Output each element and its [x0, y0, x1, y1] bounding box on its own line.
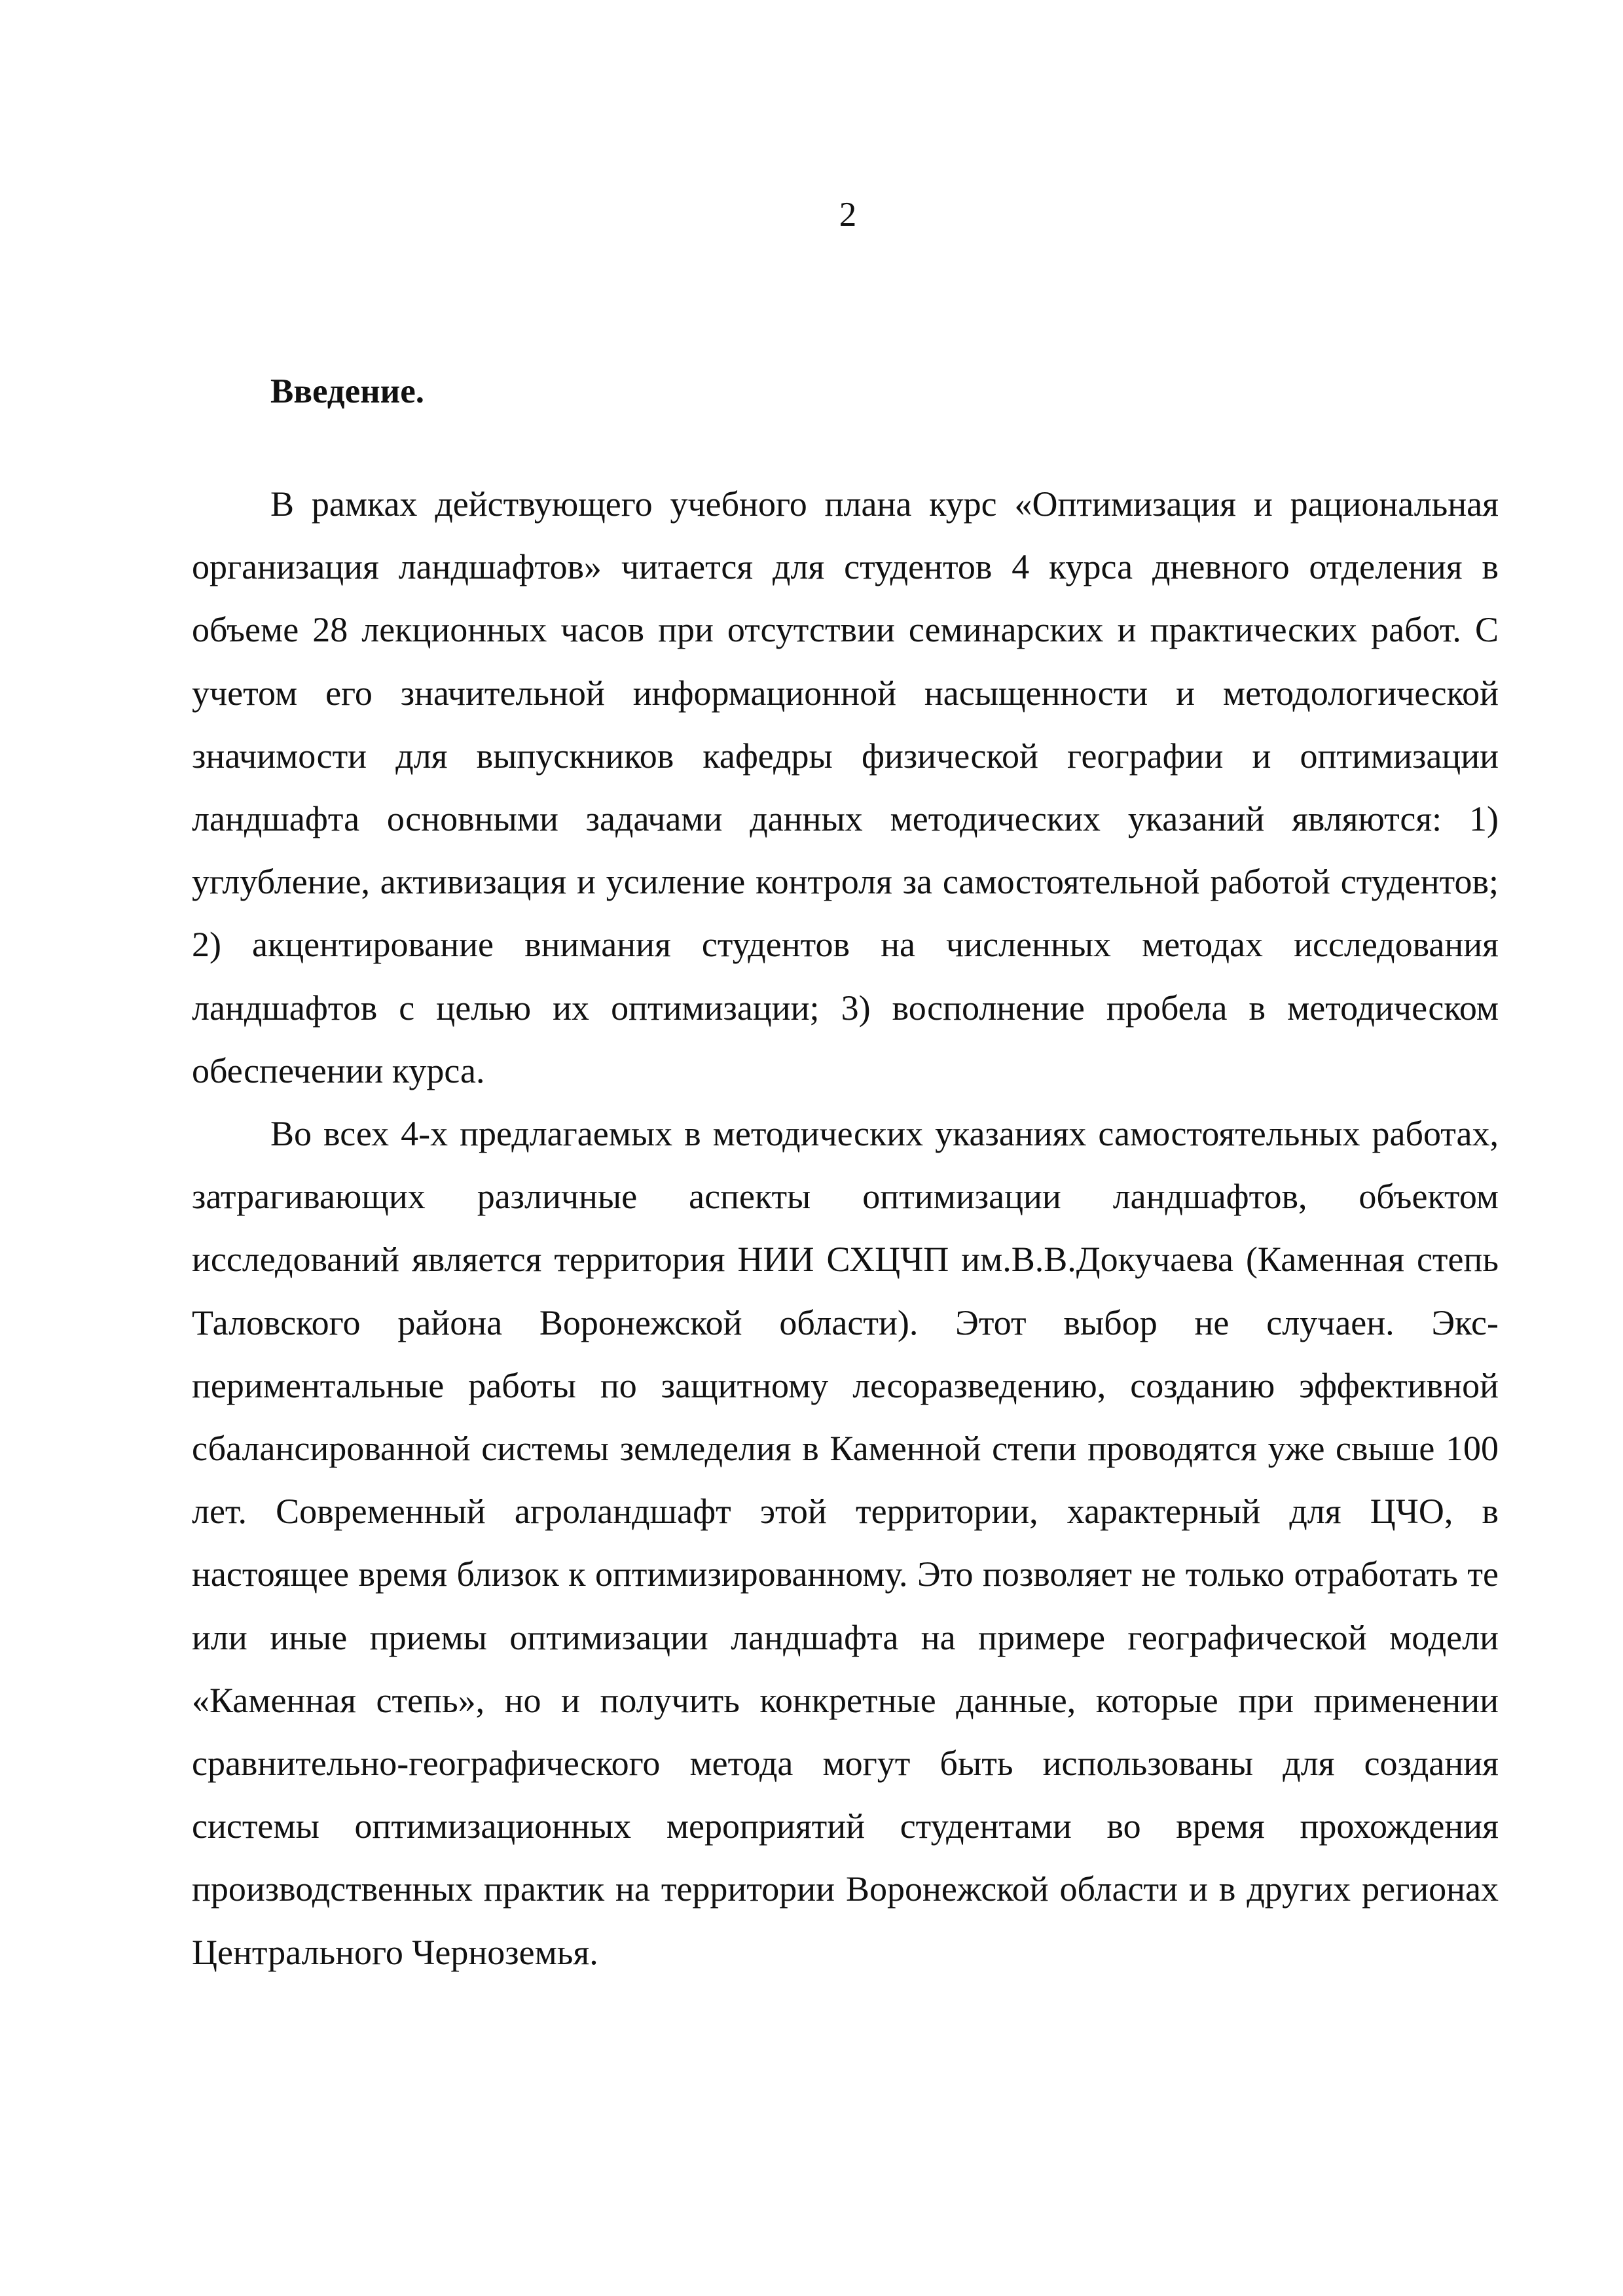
- paragraph-intro: В рамках действующего учебного плана курс «Оптимизация и рациональная организация ландшафтов» читается для студентов 4 курса дневного отделения в объеме 28 лекционных часов при отсутствии семинарских и практических работ. С учетом его значительной информационной насыщенности и методологической значимости для выпускников кафедры физической географии и оптимизации ландшафта основными задачами данных методических указаний являются: 1) углубление, активизация и усиление контроля за самостоятельной работой студентов; 2) акцентирование внимания студентов на численных методах исследования ландшафтов с целью их оптимизации; 3) восполнение пробела в методическом обеспечении курса.: [192, 484, 1499, 1090]
- body-text: [192, 473, 1499, 1984]
- section-heading: Введение.: [270, 372, 424, 410]
- paragraph-territory: Во всех 4-х предлагаемых в методических указаниях самостоятельных работах, затрагивающих различные аспекты оптимизации ландшафтов, объектом исследований является территория НИИ СХЦЧП им.В.В.Докучаева (Каменная степь Таловского района Воронежской области). Этот выбор не случаен. Экспериментальные работы по защитному лесоразведению, созданию эффективной сбалансированной системы земледелия в Каменной степи проводятся уже свыше 100 лет. Современный агроландшафт этой территории, характерный для ЦЧО, в настоящее время близок к оптимизированному. Это позволяет не только отработать те или иные приемы оптимизации ландшафта на примере географической модели «Каменная степь», но и получить конкретные данные, которые при применении сравнительно-географического метода могут быть использованы для создания системы оптимизационных мероприятий студентами во время прохождения производственных практик на территории Воронежской области и в других регионах Центрального Черноземья.: [192, 1114, 1499, 1972]
- page-number: 2: [839, 196, 857, 234]
